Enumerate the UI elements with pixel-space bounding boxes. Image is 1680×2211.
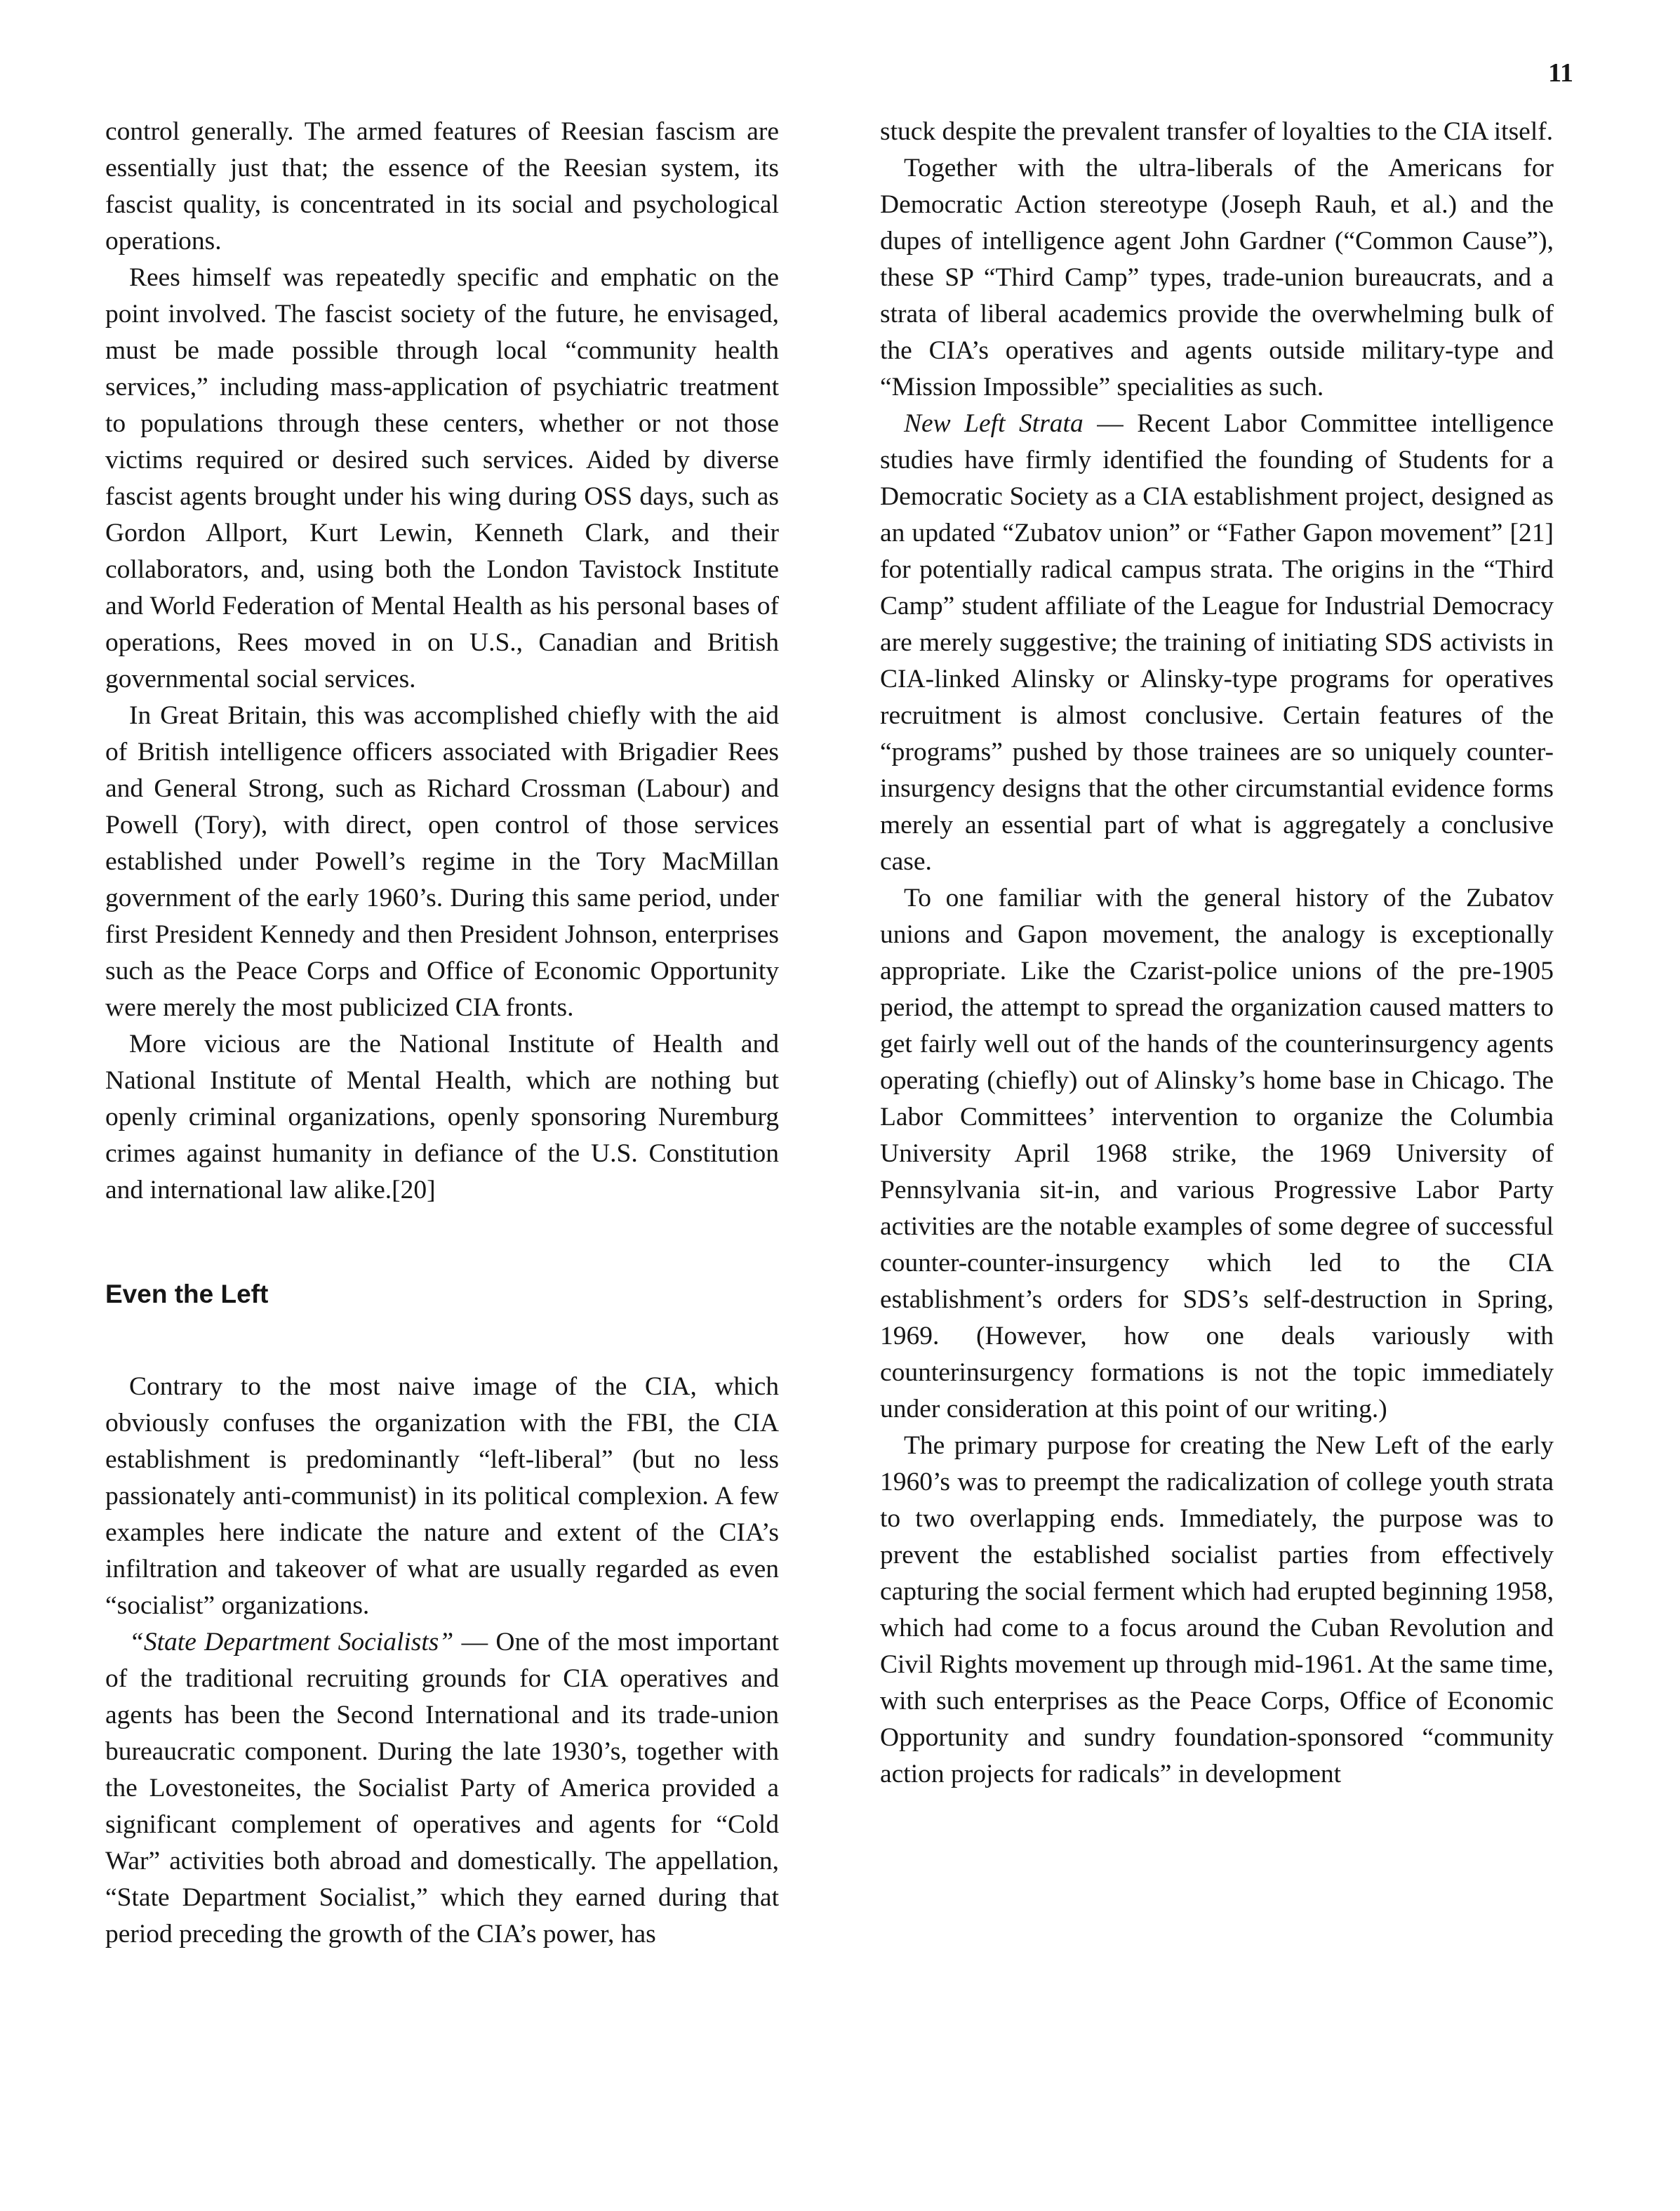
paragraph bbox=[880, 406, 1554, 880]
paragraph-text: — Recent Labor Committee intelligence studies have firmly identified the founding of Students for a Democratic Society as a CIA establishment project, designed as an updated “Zubatov union” or “Father Gapon movement” [21] for potentially radical campus strata. The origins in the “Third Camp” student affiliate of the League for Industrial Democracy are merely suggestive; the training of initiating SDS activists in CIA-linked Alinsky or Alinsky-type programs for operatives recruitment is almost conclusive. Certain features of the “programs” pushed by those trainees are so uniquely counter-insurgency designs that the other circumstantial evidence forms merely an essential part of what is aggregately a conclusive case. bbox=[880, 409, 1554, 876]
paragraph: Together with the ultra-liberals of the Americans for Democratic Action stereotype (Joseph Rauh, et al.) and the dupes of intelligence agent John Gardner (“Common Cause”), these SP “Third Camp” types, trade-union bureaucrats, and a strata of liberal academics provide the overwhelming bulk of the CIA’s operatives and agents outside military-type and “Mission Impossible” specialities as such. bbox=[880, 154, 1554, 401]
paragraph: Rees himself was repeatedly specific and emphatic on the point involved. The fascist society of the future, he envisaged, must be made possible through local “community health services,” including mass-application of psychiatric treatment to populations through these centers, whether or not those victims required or desired such services. Aided by diverse fascist agents brought under his wing during OSS days, such as Gordon Allport, Kurt Lewin, Kenneth Clark, and their collaborators, and, using both the London Tavistock Institute and World Federation of Mental Health as his personal bases of operations, Rees moved in on U.S., Canadian and British governmental social services. bbox=[105, 263, 779, 693]
paragraph: Contrary to the most naive image of the CIA, which obviously confuses the organization with the FBI, the CIA establishment is predominantly “left-liberal” (but no less passionately anti-communist) in its political complexion. A few examples here indicate the nature and extent of the CIA’s infiltration and takeover of what are usually regarded as even “socialist” organizations. bbox=[105, 1372, 779, 1620]
section-heading: Even the Left bbox=[105, 1280, 269, 1308]
paragraph: In Great Britain, this was accomplished chiefly with the aid of British intelligence officers associated with Brigadier Rees and General Strong, such as Richard Crossman (Labour) and Powell (Tory), with direct, open control of those services established under Powell’s regime in the Tory MacMillan government of the early 1960’s. During this same period, under first President Kennedy and then President Johnson, enterprises such as the Peace Corps and Office of Economic Opportunity were merely the most publicized CIA fronts. bbox=[105, 701, 779, 1022]
run-in-heading: “State Department Socialists” bbox=[129, 1628, 454, 1656]
paragraph-text: — One of the most important of the traditional recruiting grounds for CIA operatives and agents has been the Second International and its trade-union bureaucratic component. During the late 1930’s, together with the Lovestoneites, the Socialist Party of America provided a significant complement of operatives and agents for “Cold War” activities both abroad and domestically. The appellation, “State Department Socialist,” which they earned during that period preceding the growth of the CIA’s power, has bbox=[105, 1628, 779, 1948]
left-column bbox=[105, 114, 779, 1953]
paragraph: The primary purpose for creating the New Left of the early 1960’s was to preempt the radicalization of college youth strata to two overlapping ends. Immediately, the purpose was to prevent the established socialist parties from effectively capturing the social ferment which had erupted beginning 1958, which had come to a focus around the Cuban Revolution and Civil Rights movement up through mid-1961. At the same time, with such enterprises as the Peace Corps, Office of Economic Opportunity and sundry foundation-sponsored “community action projects for radicals” in development bbox=[880, 1431, 1554, 1788]
right-column bbox=[880, 114, 1554, 1793]
paragraph bbox=[105, 1624, 779, 1953]
paragraph: More vicious are the National Institute of Health and National Institute of Mental Health, which are nothing but openly criminal organizations, openly sponsoring Nuremburg crimes against humanity in defiance of the U.S. Constitution and international law alike.[20] bbox=[105, 1030, 779, 1204]
paragraph: To one familiar with the general history of the Zubatov unions and Gapon movement, the analogy is exceptionally appropriate. Like the Czarist-police unions of the pre-1905 period, the attempt to spread the organization caused matters to get fairly well out of the hands of the counterinsurgency agents operating (chiefly) out of Alinsky’s home base in Chicago. The Labor Committees’ intervention to organize the Columbia University April 1968 strike, the 1969 University of Pennsylvania sit-in, and various Progressive Labor Party activities are the notable examples of some degree of successful counter-counter-insurgency which led to the CIA establishment’s orders for SDS’s self-destruction in Spring, 1969. (However, how one deals variously with counterinsurgency formations is not the topic immediately under consideration at this point of our writing.) bbox=[880, 884, 1554, 1423]
page-number: 11 bbox=[1548, 58, 1573, 88]
run-in-heading: New Left Strata bbox=[904, 409, 1084, 438]
paragraph: stuck despite the prevalent transfer of loyalties to the CIA itself. bbox=[880, 117, 1554, 146]
paragraph: control generally. The armed features of Reesian fascism are essentially just that; the essence of the Reesian system, its fascist quality, is concentrated in its social and psychological operations. bbox=[105, 117, 779, 255]
